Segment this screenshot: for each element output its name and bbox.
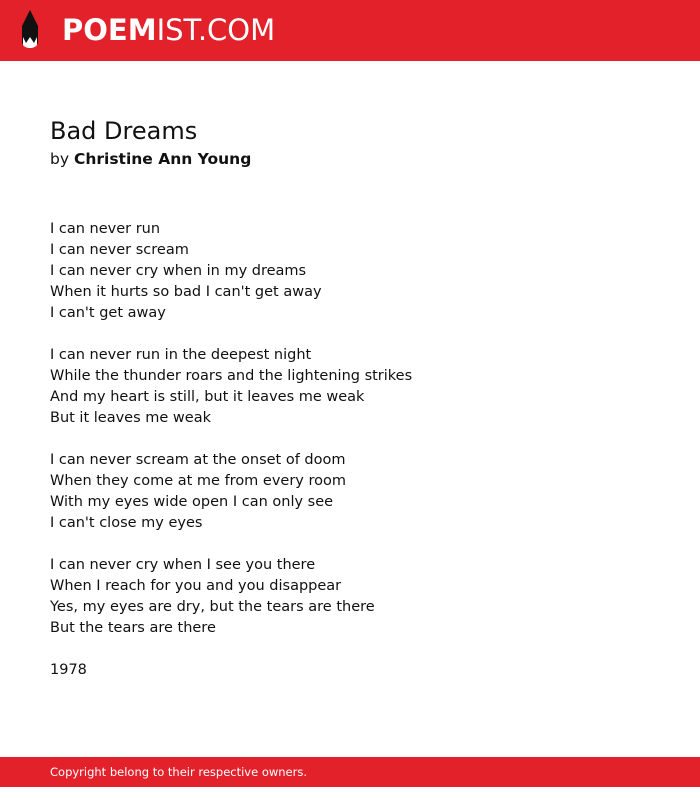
stanza xyxy=(50,450,650,534)
poem-line: I can never scream xyxy=(50,242,189,258)
poem-byline xyxy=(50,148,251,170)
site-logo[interactable] xyxy=(62,12,275,48)
logo-text-light: IST.COM xyxy=(156,13,276,47)
poem-line: And my heart is still, but it leaves me weak xyxy=(50,389,365,405)
poem-line: But it leaves me weak xyxy=(50,410,211,426)
stanza xyxy=(50,345,650,429)
poem-date xyxy=(50,660,650,681)
poem-line: With my eyes wide open I can only see xyxy=(50,494,334,510)
poem-line: When I reach for you and you disappear xyxy=(50,578,342,594)
poem-line: I can never run in the deepest night xyxy=(50,347,312,363)
poem-line: I can't get away xyxy=(50,305,166,321)
poem-year: 1978 xyxy=(50,662,87,678)
poem-author[interactable]: Christine Ann Young xyxy=(73,150,252,168)
poem-line: I can never cry when I see you there xyxy=(50,557,316,573)
poem-title: Bad Dreams xyxy=(50,117,198,145)
poem-line: When it hurts so bad I can't get away xyxy=(50,284,322,300)
stanza xyxy=(50,219,650,324)
poem-line: I can never cry when in my dreams xyxy=(50,263,307,279)
stanza xyxy=(50,555,650,639)
logo-text-bold: POEM xyxy=(62,13,157,47)
poem-body xyxy=(50,219,650,702)
site-footer xyxy=(0,757,700,787)
poem-line: Yes, my eyes are dry, but the tears are there xyxy=(50,599,375,615)
poem-line: I can never run xyxy=(50,221,161,237)
poem-line: While the thunder roars and the lightening strikes xyxy=(50,368,413,384)
poem-line: I can't close my eyes xyxy=(50,515,203,531)
by-label: by xyxy=(50,150,70,168)
pencil-icon[interactable] xyxy=(18,10,42,51)
copyright-notice: Copyright belong to their respective owners. xyxy=(50,765,308,779)
poem-line: I can never scream at the onset of doom xyxy=(50,452,346,468)
poem-line: When they come at me from every room xyxy=(50,473,347,489)
site-header xyxy=(0,0,700,61)
poem-line: But the tears are there xyxy=(50,620,216,636)
